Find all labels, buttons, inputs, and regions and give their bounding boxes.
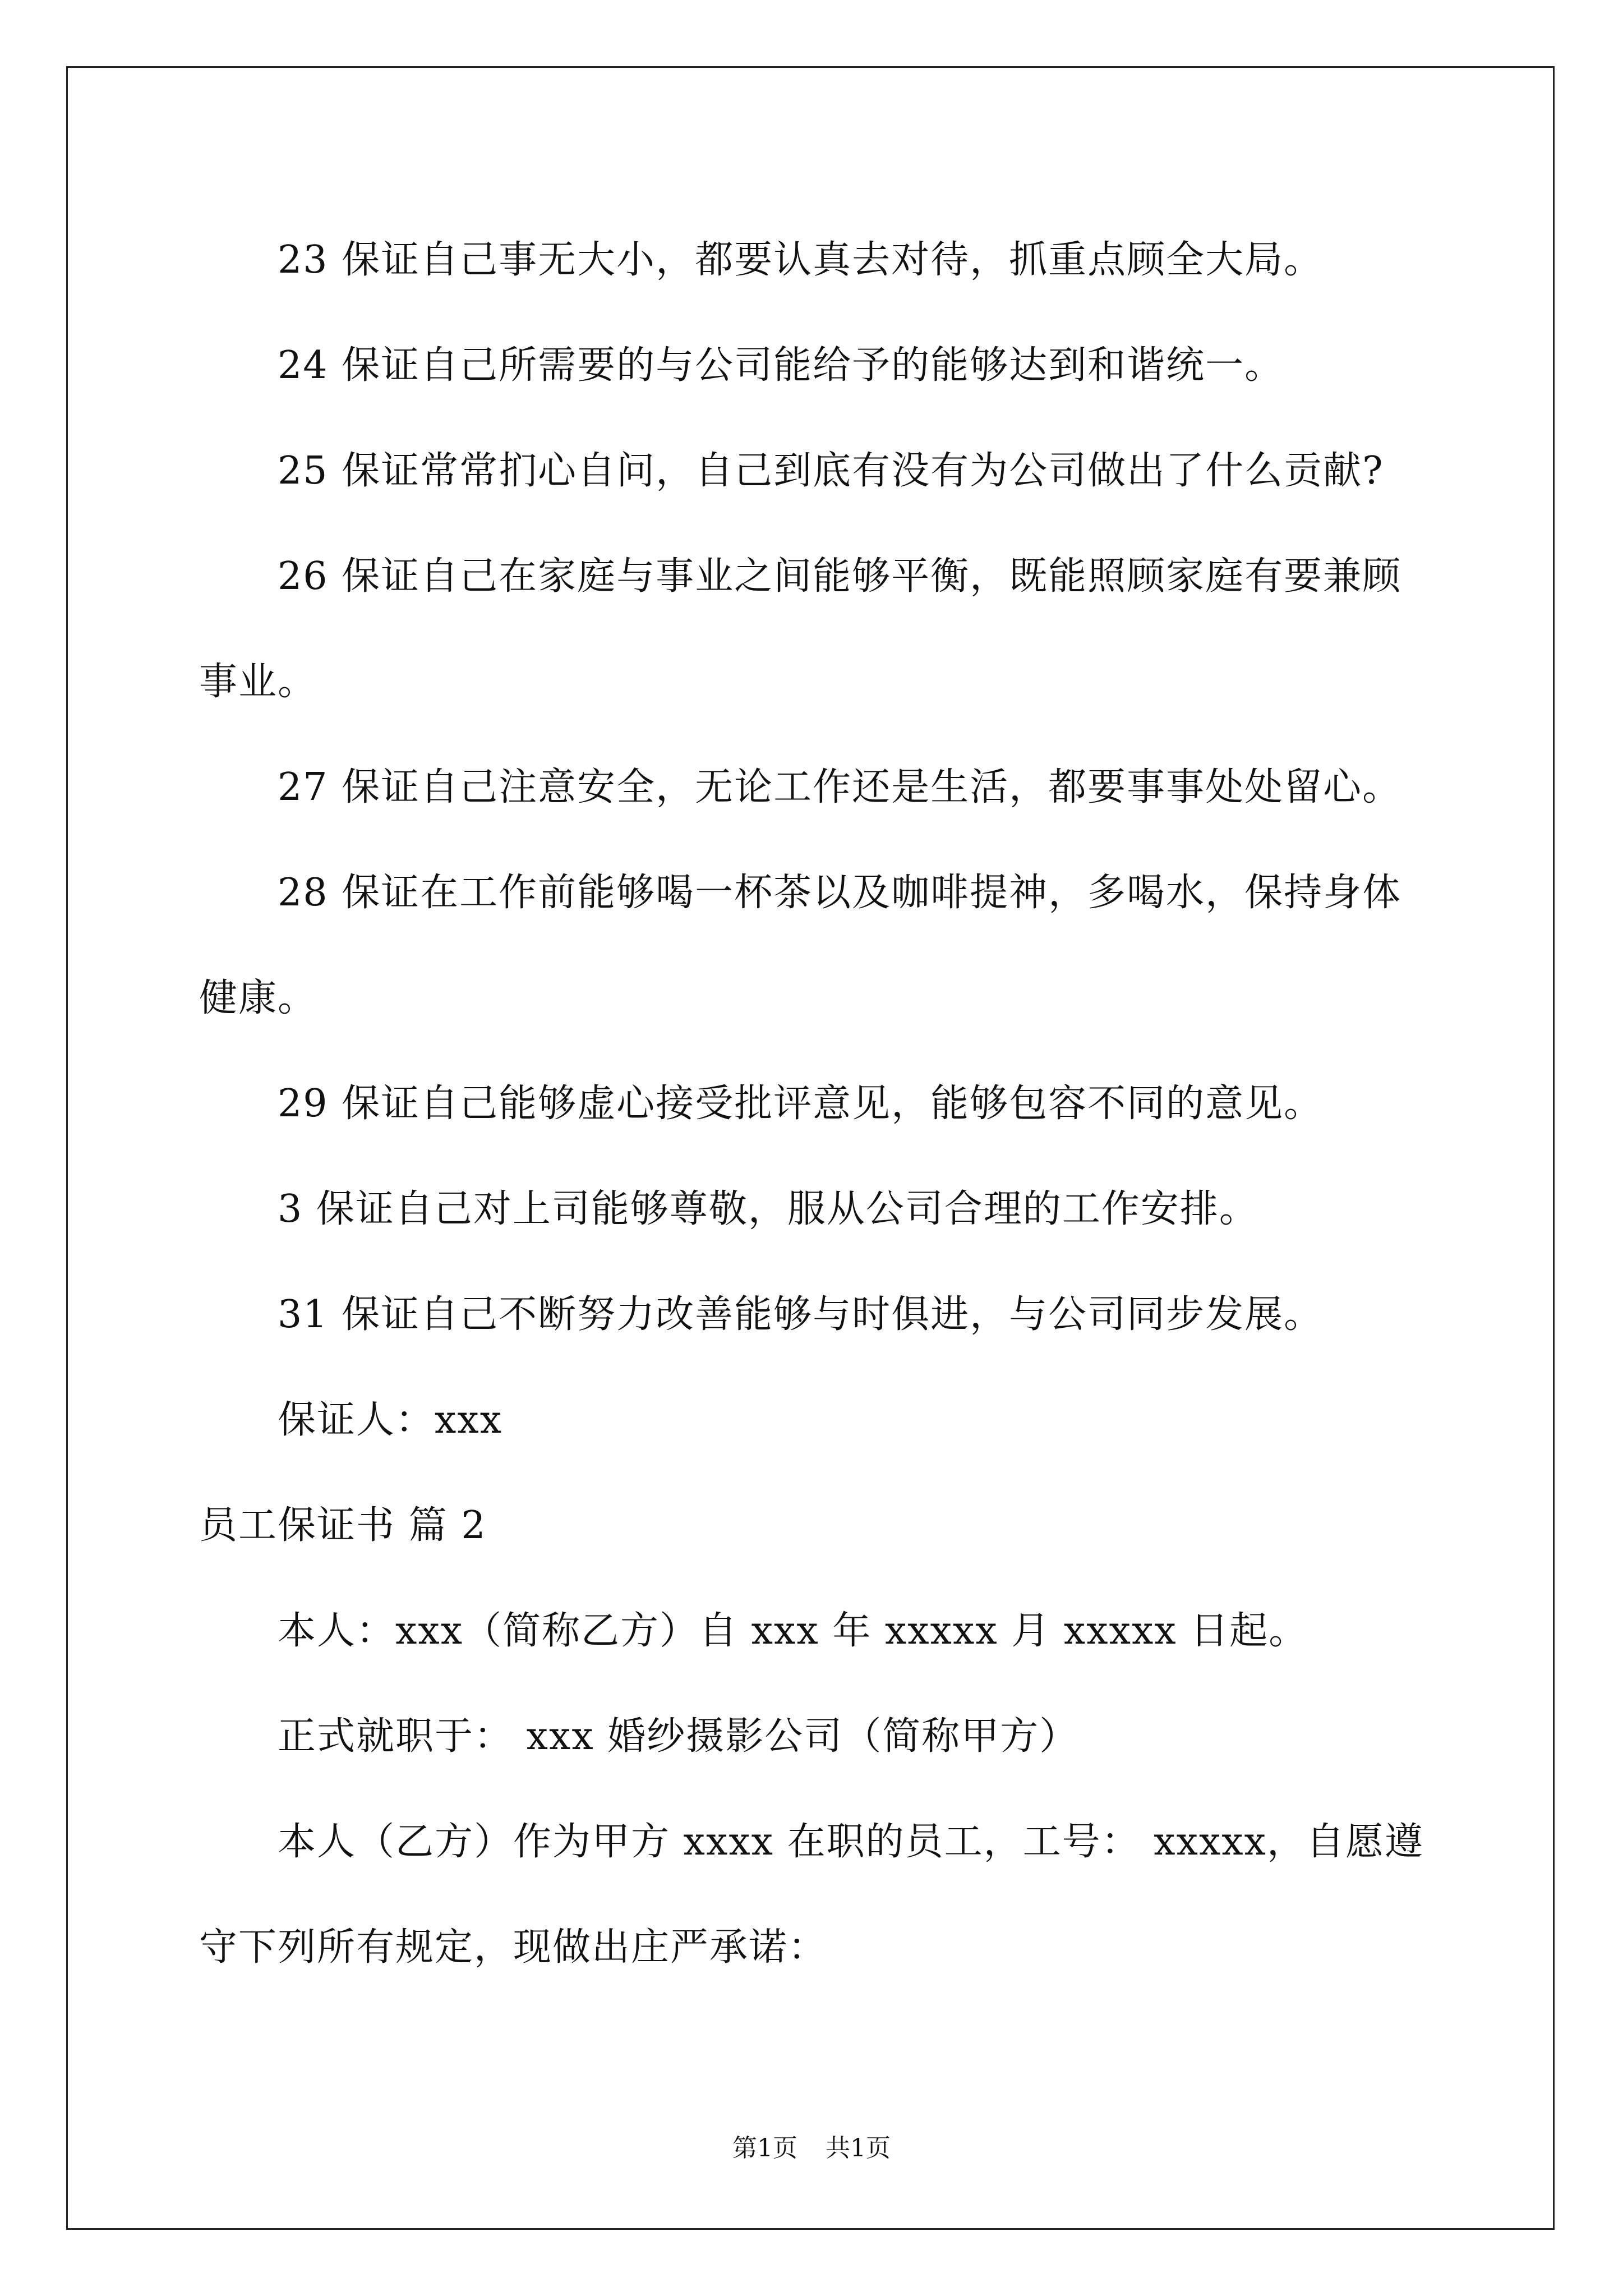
guarantor-line: 保证人：xxx [278, 1398, 503, 1442]
paragraph-item-23: 23 保证自己事无大小，都要认真去对待，抓重点顾全大局。 [278, 238, 1324, 282]
paragraph-self-intro: 本人：xxx（简称乙方）自 xxx 年 xxxxx 月 xxxxx 日起。 [278, 1609, 1308, 1653]
document-body [199, 208, 1433, 2000]
paragraph-item-25: 25 保证常常扪心自问，自己到底有没有为公司做出了什么贡献? [278, 449, 1384, 493]
paragraph-item-24: 24 保证自己所需要的与公司能给予的能够达到和谐统一。 [278, 343, 1284, 388]
page-number-total: 共1页 [826, 2134, 891, 2162]
page-number-current: 第1页 [732, 2134, 797, 2162]
paragraph-item-28: 28 保证在工作前能够喝一杯茶以及咖啡提神，多喝水，保持身体健康。 [199, 871, 1402, 1020]
paragraph-item-29: 29 保证自己能够虚心接受批评意见，能够包容不同的意见。 [278, 1082, 1324, 1126]
section-heading: 员工保证书 篇 2 [199, 1503, 487, 1548]
paragraph-item-26: 26 保证自己在家庭与事业之间能够平衡，既能照顾家庭有要兼顾事业。 [199, 554, 1402, 704]
page-footer [0, 2132, 1623, 2165]
paragraph-item-27: 27 保证自己注意安全，无论工作还是生活，都要事事处处留心。 [278, 765, 1402, 809]
paragraph-employer: 正式就职于： xxx 婚纱摄影公司（简称甲方） [278, 1714, 1079, 1759]
paragraph-commitment: 本人（乙方）作为甲方 xxxx 在职的员工，工号： xxxxx，自愿遵守下列所有规定，现做出庄严承诺： [199, 1820, 1424, 1970]
paragraph-item-31: 31 保证自己不断努力改善能够与时俱进，与公司同步发展。 [278, 1292, 1324, 1337]
paragraph-item-3: 3 保证自己对上司能够尊敬，服从公司合理的工作安排。 [278, 1187, 1258, 1231]
